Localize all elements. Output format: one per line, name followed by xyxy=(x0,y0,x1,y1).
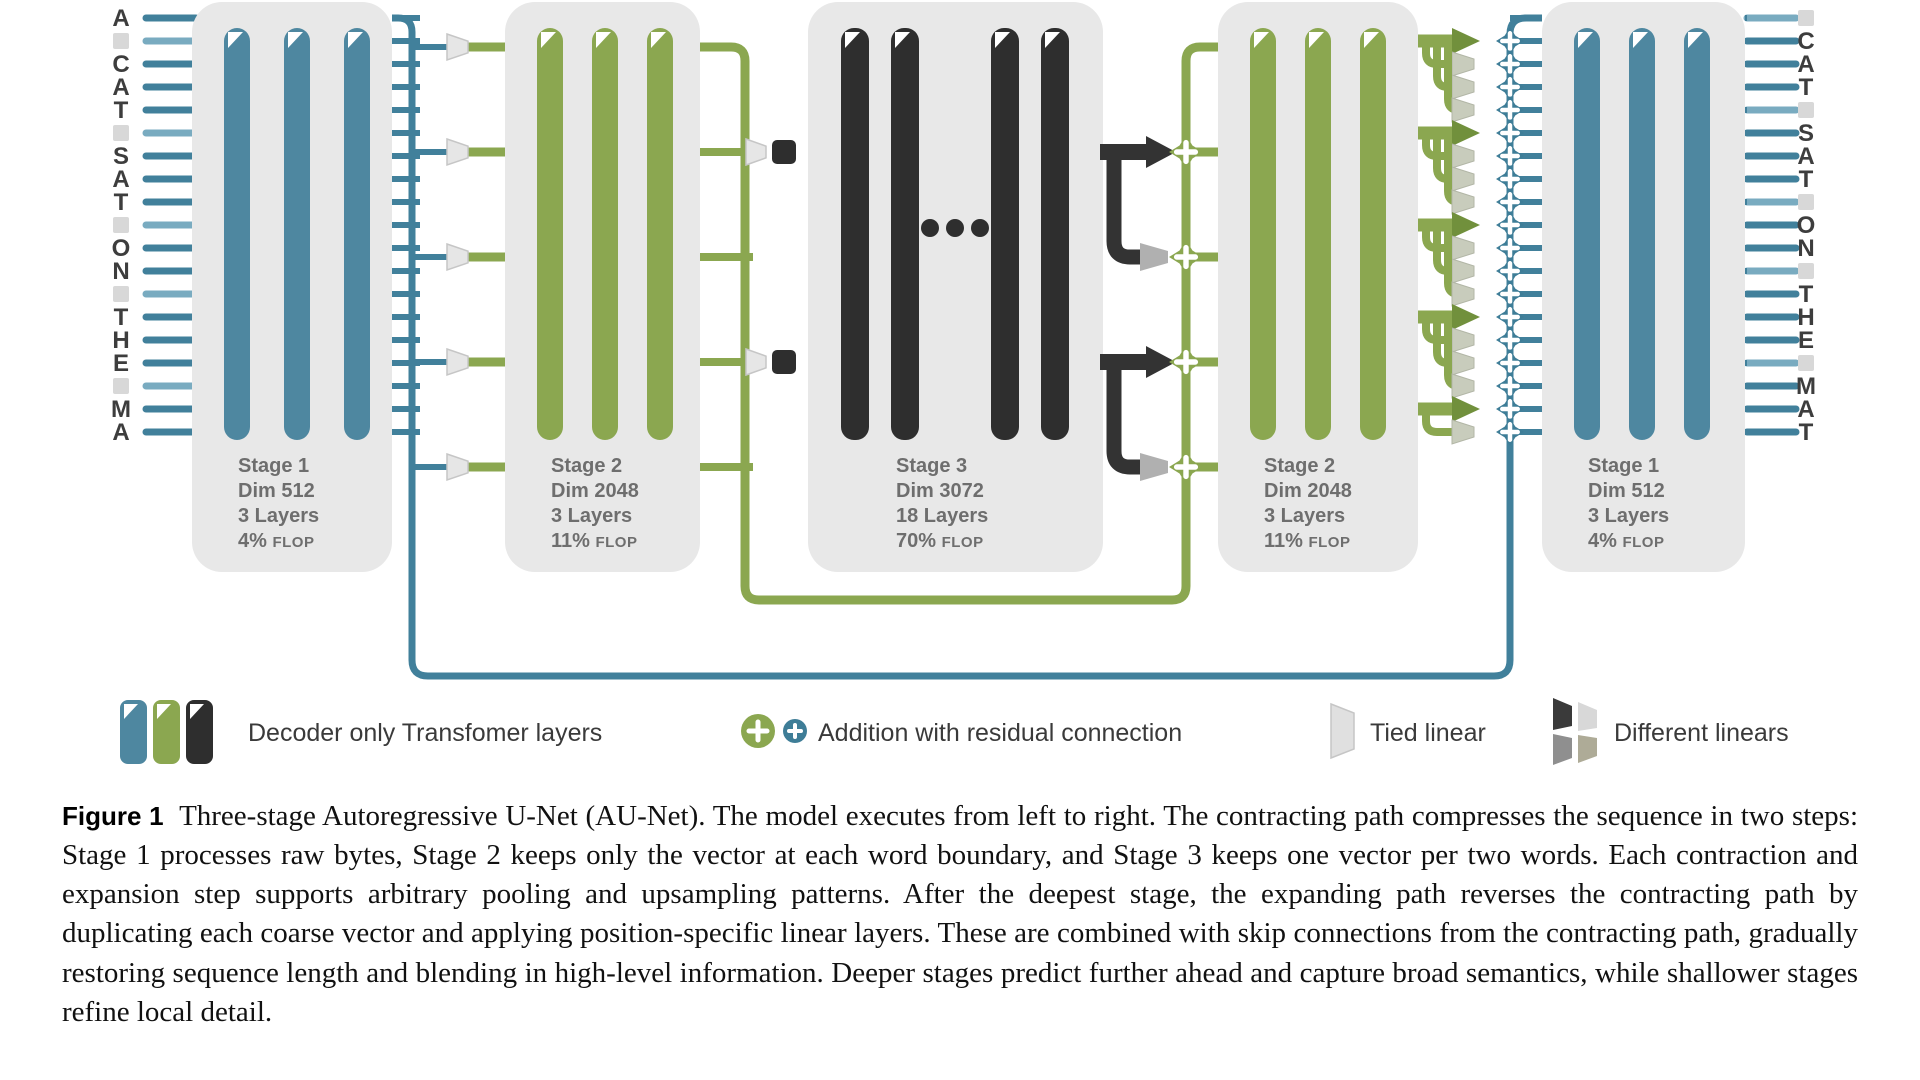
stage-1-layers: 3 Layers xyxy=(238,505,320,527)
plus-cross xyxy=(1502,102,1517,117)
plus-cross xyxy=(1502,378,1517,393)
different-linears-label: Different linears xyxy=(1614,719,1789,747)
output-token-letter: A xyxy=(1797,396,1815,423)
stage-4-label: Stage 2 xyxy=(1264,455,1336,477)
input-token-letter: C xyxy=(112,51,130,78)
output-token-letter: C xyxy=(1797,28,1815,55)
output-token-letter: O xyxy=(1796,212,1816,239)
plus-cross xyxy=(1502,125,1517,140)
different-linear-arrow xyxy=(1452,236,1474,260)
output-token-space xyxy=(1798,263,1814,279)
output-token-space xyxy=(1798,355,1814,371)
different-linear-arrow xyxy=(1452,351,1474,375)
addition-icon xyxy=(741,714,807,748)
input-token-letter: O xyxy=(111,235,131,262)
output-token-letter: T xyxy=(1798,281,1814,308)
different-linear-arrow xyxy=(1452,75,1474,99)
stage-2-layers: 3 Layers xyxy=(551,505,633,527)
output-token-letter: M xyxy=(1796,373,1816,400)
ellipsis-dot xyxy=(946,219,964,237)
duplicate-curve xyxy=(1114,152,1140,257)
transformer-bar xyxy=(891,28,919,440)
stage-2-label: Stage 2 xyxy=(551,455,623,477)
transformer-bar xyxy=(1305,28,1331,440)
transformer-bar xyxy=(991,28,1019,440)
different-linear-arrow xyxy=(1140,453,1168,481)
transformer-bar xyxy=(1250,28,1276,440)
plus-cross xyxy=(1502,148,1517,163)
input-token-letter: T xyxy=(113,304,129,331)
input-token-letter: T xyxy=(113,189,129,216)
output-token-letter: S xyxy=(1797,120,1815,147)
upsample-arrow xyxy=(1452,212,1480,238)
upsample-arrow xyxy=(1452,28,1480,54)
tied-linear-label: Tied linear xyxy=(1370,719,1486,747)
different-linear-arrow xyxy=(1452,144,1474,168)
transformer-bar xyxy=(224,28,250,440)
transformer-bar xyxy=(284,28,310,440)
input-token-letter: E xyxy=(112,350,130,377)
different-linear-arrow xyxy=(1140,243,1168,271)
stage-1-flop: 4% FLOP xyxy=(238,530,315,552)
stage-3-flop: 70% FLOP xyxy=(896,530,984,552)
transformer-bar xyxy=(841,28,869,440)
plus-cross xyxy=(1502,263,1517,278)
stage-4-layers: 3 Layers xyxy=(1264,505,1346,527)
plus-cross xyxy=(1177,143,1196,162)
plus-cross xyxy=(1502,309,1517,324)
tied-linear xyxy=(447,34,468,60)
input-token-space xyxy=(113,217,129,233)
plus-cross xyxy=(1177,458,1196,477)
transformer-bar xyxy=(1574,28,1600,440)
output-token-space xyxy=(1798,10,1814,26)
transformer-bar xyxy=(344,28,370,440)
stage-1-label: Stage 1 xyxy=(238,455,310,477)
input-token-letter: A xyxy=(112,166,130,193)
transformer-bar xyxy=(1360,28,1386,440)
plus-cross xyxy=(1502,355,1517,370)
addition-label: Addition with residual connection xyxy=(818,719,1183,747)
stage-4-dim: Dim 2048 xyxy=(1264,480,1352,502)
output-token-space xyxy=(1798,102,1814,118)
legend xyxy=(120,698,1789,765)
input-token-letter: A xyxy=(112,419,130,446)
figure-caption-text: Three-stage Autoregressive U-Net (AU-Net). The model executes from left to right. The contracting path compresses the sequence in two steps: Stage 1 processes raw bytes, Stage 2 keeps only the vector at each word boundary, and Stage 3 keeps one vector per two words. Each contraction and expansion step supports arbitrary pooling and upsampling patterns. After the deepest stage, the expanding path reverses the contracting path by duplicating each coarse vector and applying position-specific linear layers. These are combined with skip connections from the contracting path, gradually restoring sequence length and blending in high-level information. Deeper stages predict further ahead and capture broad semantics, while shallower stages refine local detail. xyxy=(62,800,1858,1028)
plus-cross xyxy=(1177,353,1196,372)
output-token-letter: T xyxy=(1798,166,1814,193)
stage3-input-stub xyxy=(772,350,796,374)
plus-cross xyxy=(1502,33,1517,48)
stage-5-dim: Dim 512 xyxy=(1588,480,1665,502)
stage-5-flop: 4% FLOP xyxy=(1588,530,1665,552)
tied-linear xyxy=(447,139,468,165)
duplicate-curve xyxy=(1114,362,1140,467)
output-token-letter: A xyxy=(1797,51,1815,78)
stage-3-dim: Dim 3072 xyxy=(896,480,984,502)
tied-linear xyxy=(447,244,468,270)
stage-1-dim: Dim 512 xyxy=(238,480,315,502)
tied-linear xyxy=(746,349,766,375)
transformer-bar xyxy=(592,28,618,440)
input-token-letter: T xyxy=(113,97,129,124)
plus-cross xyxy=(1502,401,1517,416)
plus-cross xyxy=(1502,332,1517,347)
stage-5-label: Stage 1 xyxy=(1588,455,1660,477)
different-linear-arrow xyxy=(1452,190,1474,214)
plus-cross xyxy=(1502,286,1517,301)
transformer-bar xyxy=(537,28,563,440)
plus-cross xyxy=(1502,194,1517,209)
stage-5-layers: 3 Layers xyxy=(1588,505,1670,527)
plus-cross xyxy=(1502,79,1517,94)
stage3-input-stub xyxy=(772,140,796,164)
ellipsis-dot xyxy=(971,219,989,237)
different-linear-arrow xyxy=(1452,374,1474,398)
transformer-bar xyxy=(647,28,673,440)
stage-3-layers: 18 Layers xyxy=(896,505,989,527)
stage-2-flop: 11% FLOP xyxy=(551,530,638,552)
stage-2-dim: Dim 2048 xyxy=(551,480,639,502)
different-linear-arrow xyxy=(1452,167,1474,191)
stage-4-flop: 11% FLOP xyxy=(1264,530,1351,552)
upsample-arrow xyxy=(1452,304,1480,330)
input-token-space xyxy=(113,286,129,302)
ellipsis-dot xyxy=(921,219,939,237)
input-token-letter: S xyxy=(112,143,130,170)
output-token-letter: T xyxy=(1798,419,1814,446)
tied-linear-icon xyxy=(1331,704,1354,758)
tied-linear xyxy=(447,454,468,480)
input-token-letter: H xyxy=(112,327,130,354)
plus-cross xyxy=(1177,248,1196,267)
upsample-arrow xyxy=(1452,396,1480,422)
output-token-letter: N xyxy=(1797,235,1815,262)
plus-cross xyxy=(1502,424,1517,439)
input-token-space xyxy=(113,125,129,141)
different-linear-arrow xyxy=(1452,98,1474,122)
input-token-letter: A xyxy=(112,74,130,101)
plus-cross xyxy=(1502,56,1517,71)
output-token-letter: T xyxy=(1798,74,1814,101)
transformer-bar xyxy=(1041,28,1069,440)
input-token-letter: M xyxy=(111,396,131,423)
input-token-letter: N xyxy=(112,258,130,285)
output-token-letter: H xyxy=(1797,304,1815,331)
input-token-space xyxy=(113,33,129,49)
upsample-arrow xyxy=(1452,120,1480,146)
different-linear-arrow xyxy=(1452,259,1474,283)
different-linears-icon xyxy=(1553,698,1597,765)
transformer-bar xyxy=(1684,28,1710,440)
transformer-bar xyxy=(1629,28,1655,440)
decoder-layers-icon xyxy=(120,700,213,764)
figure-caption xyxy=(0,797,1920,1032)
input-token-letter: A xyxy=(112,5,130,32)
tied-linear xyxy=(746,139,766,165)
different-linear-arrow xyxy=(1452,282,1474,306)
different-linear-arrow xyxy=(1452,52,1474,76)
plus-cross xyxy=(1502,240,1517,255)
tied-linear xyxy=(447,349,468,375)
output-token-space xyxy=(1798,194,1814,210)
output-token-letter: E xyxy=(1797,327,1815,354)
input-token-space xyxy=(113,378,129,394)
figure-caption-label: Figure 1 xyxy=(62,801,164,831)
plus-cross xyxy=(1502,217,1517,232)
output-token-letter: A xyxy=(1797,143,1815,170)
different-linear-arrow xyxy=(1452,328,1474,352)
plus-cross xyxy=(1502,171,1517,186)
stage-3-label: Stage 3 xyxy=(896,455,968,477)
different-linear-arrow xyxy=(1452,420,1474,444)
decoder-layers-label: Decoder only Transfomer layers xyxy=(248,719,603,747)
